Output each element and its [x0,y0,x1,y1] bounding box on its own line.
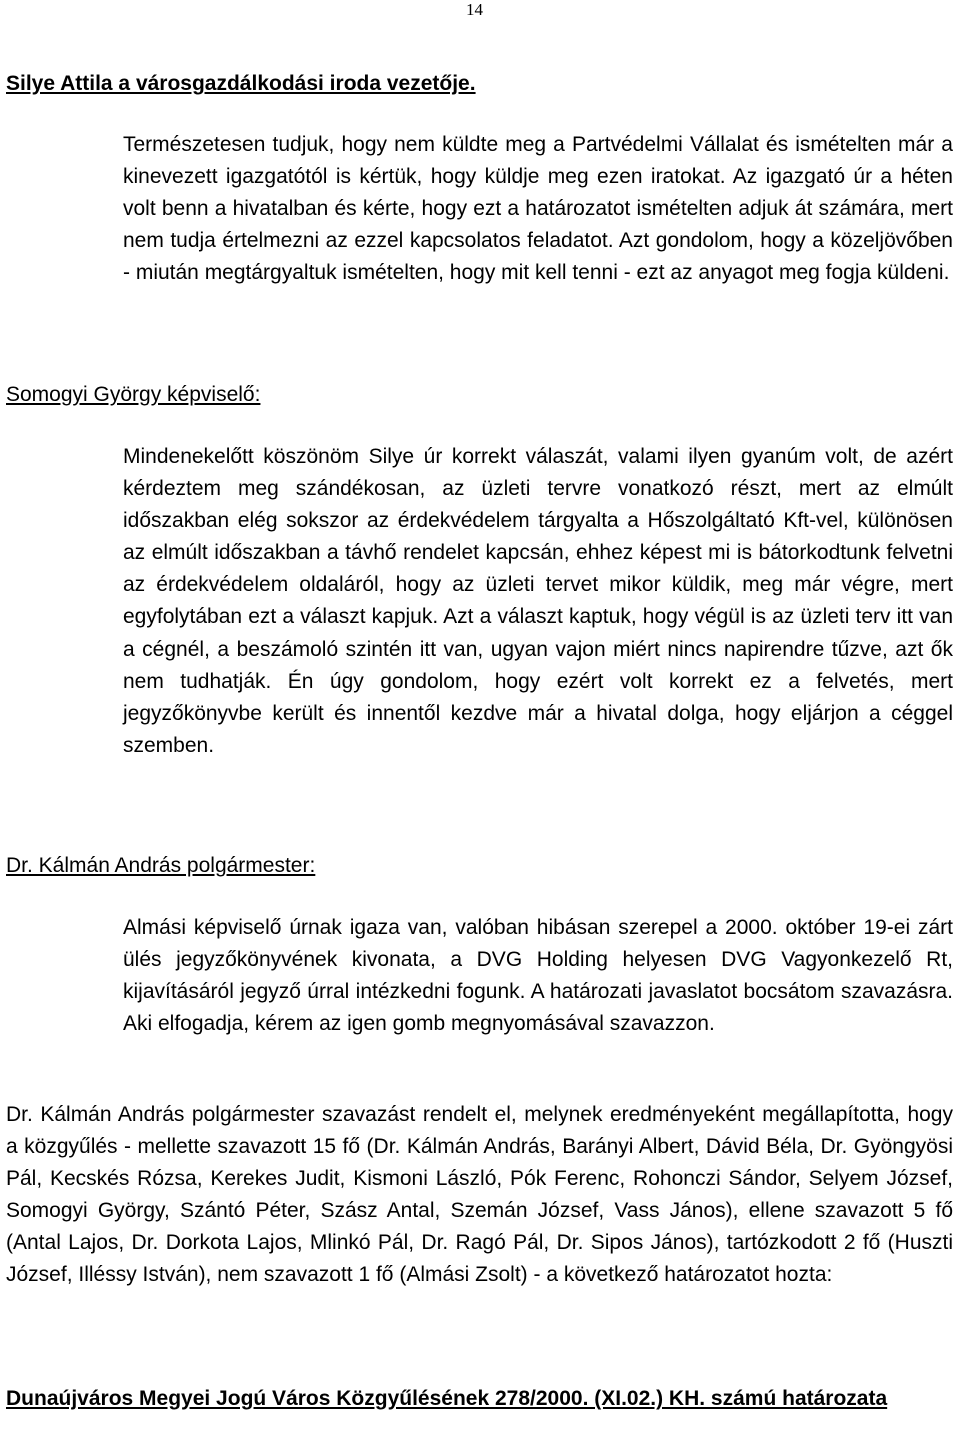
speaker-kalman-andras: Dr. Kálmán András polgármester: [6,854,316,877]
page-number: 14 [466,0,483,19]
paragraph-vote-result: Dr. Kálmán András polgármester szavazást rendelt el, melynek eredményeként megállapította, hogy a közgyűlés - mellette szavazott 15 fő (Dr. Kálmán András, Barányi Albert, Dávid Béla, Dr. Gyöngyösi Pál, Kecskés Rózsa, Kerekes Judit, Kismoni László, Pók Ferenc, Rohonczi Sándor, Selyem József, Somogyi György, Szántó Péter, Szász Antal, Szemán József, Vass János), ellene szavazott 5 fő (Antal Lajos, Dr. Dorkota Lajos, Mlinkó Pál, Dr. Ragó Pál, Dr. Sipos János), tartózkodott 2 fő (Huszti József, Illéssy István), nem szavazott 1 fő (Almási Zsolt) - a következő határozatot hozta: [6,1103,953,1287]
speaker-silye-attila: Silye Attila a városgazdálkodási iroda vezetője. [6,72,476,95]
paragraph-kalman-statement: Almási képviselő úrnak igaza van, valóban hibásan szerepel a 2000. október 19-ei zárt ülés jegyzőkönyvének kivonata, a DVG Holding helyesen DVG Vagyonkezelő Rt, kijavításáról jegyző úrral intézkedni fogunk. A határozati javaslatot bocsátom szavazásra. Aki elfogadja, kérem az igen gomb megnyomásával szavazzon. [123,916,953,1036]
speaker-somogyi-gyorgy: Somogyi György képviselő: [6,383,261,406]
paragraph-somogyi-comment: Mindenekelőtt köszönöm Silye úr korrekt válaszát, valami ilyen gyanúm volt, de azért kérdeztem meg szándékosan, az üzleti tervre vonatkozó részt, mert az elmúlt időszakban elég sokszor az érdekvédelem tárgyalta a Hőszolgáltató Kft-vel, különösen az elmúlt időszakban a távhő rendelet kapcsán, ehhez képest mi is bátorkodtunk felvetni az érdekvédelem oldaláról, hogy az üzleti tervet mikor küldik, meg már végre, mert egyfolytában ezt a választ kapjuk. Azt a választ kaptuk, hogy végül is az üzleti terv itt van a cégnél, a beszámoló szintén itt van, ugyan vajon miért nincs napirendre tűzve, azt ők nem tudhatják. Én úgy gondolom, hogy ezért volt korrekt ez a felvetés, mert jegyzőkönyvbe került és innentől kezdve már a hivatal dolga, hogy eljárjon a céggel szemben. [123,445,953,757]
paragraph-silye-response: Természetesen tudjuk, hogy nem küldte meg a Partvédelmi Vállalat és ismételten már a kinevezett igazgatótól is kértük, hogy küldje meg ezen iratokat. Az igazgató úr a héten volt benn a hivatalban és kérte, hogy ezt a határozatot ismételten adjuk át számára, mert nem tudja értelmezni az ezzel kapcsolatos feladatot. Azt gondolom, hogy a közeljövőben - miután megtárgyaltuk ismételten, hogy mit kell tenni - ezt az anyagot meg fogja küldeni. [123,133,953,285]
resolution-title: Dunaújváros Megyei Jogú Város Közgyűlésének 278/2000. (XI.02.) KH. számú határozata [6,1387,888,1410]
